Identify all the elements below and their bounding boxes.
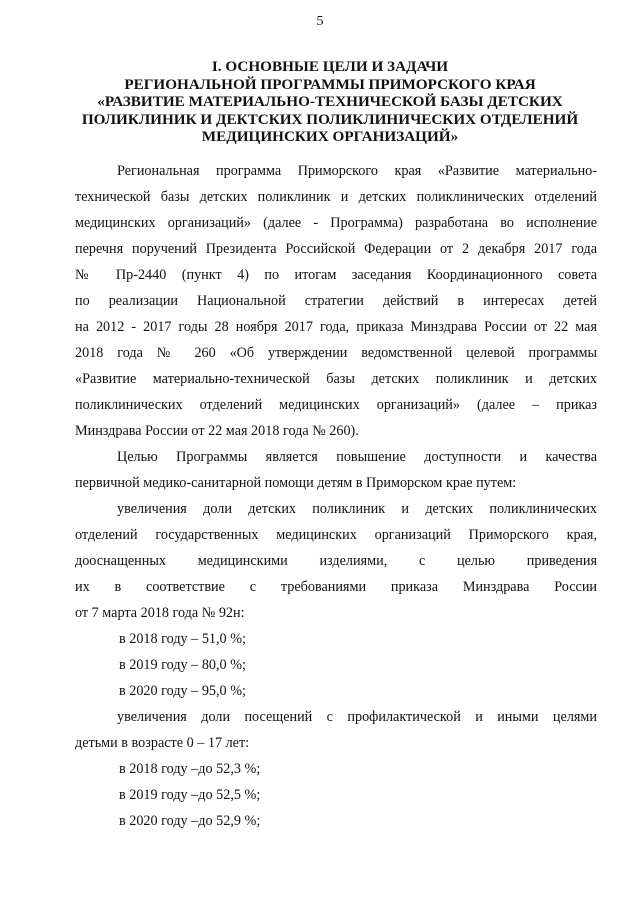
list-item: в 2020 году –до 52,9 %; <box>119 813 261 829</box>
list-item: в 2019 году – 80,0 %; <box>119 657 246 673</box>
paragraph-line: дооснащенных медицинскими изделиями, с целью приведения <box>75 553 597 569</box>
heading-line: РЕГИОНАЛЬНОЙ ПРОГРАММЫ ПРИМОРСКОГО КРАЯ <box>124 75 536 93</box>
paragraph-line: по реализации Национальной стратегии действий в интересах детей <box>75 293 597 309</box>
paragraph-line: перечня поручений Президента Российской Федерации от 2 декабря 2017 года <box>75 241 597 257</box>
paragraph-line: их в соответствие с требованиями приказа Минздрава России <box>75 579 597 595</box>
paragraph-line: Минздрава России от 22 мая 2018 года № 260). <box>75 423 359 439</box>
paragraph-line: увеличения доли посещений с профилактической и иными целями <box>117 709 597 725</box>
list-item: в 2018 году –до 52,3 %; <box>119 761 261 777</box>
paragraph-line: поликлинических отделений медицинских организаций» (далее – приказ <box>75 397 597 413</box>
paragraph-line: от 7 марта 2018 года № 92н: <box>75 605 245 621</box>
section-heading <box>66 58 594 146</box>
paragraph-line: 2018 года № 260 «Об утверждении ведомственной целевой программы <box>75 345 597 361</box>
heading-line: МЕДИЦИНСКИХ ОРГАНИЗАЦИЙ» <box>201 128 459 145</box>
paragraph-line: увеличения доли детских поликлиник и детских поликлинических <box>117 501 597 517</box>
paragraph-line: медицинских организаций» (далее - Программа) разработана во исполнение <box>75 215 597 231</box>
paragraph-line: отделений государственных медицинских организаций Приморского края, <box>75 527 597 543</box>
list-item: в 2018 году – 51,0 %; <box>119 631 246 647</box>
paragraph-line: № Пр-2440 (пункт 4) по итогам заседания Координационного совета <box>75 267 597 283</box>
page-number: 5 <box>316 14 324 29</box>
heading-line: «РАЗВИТИЕ МАТЕРИАЛЬНО-ТЕХНИЧЕСКОЙ БАЗЫ ДЕТСКИХ <box>97 93 563 110</box>
body-text <box>75 158 597 834</box>
paragraph-line: на 2012 - 2017 годы 28 ноября 2017 года, приказа Минздрава России от 22 мая <box>75 319 597 335</box>
paragraph-line: Целью Программы является повышение доступности и качества <box>117 449 597 465</box>
paragraph-line: технической базы детских поликлиник и детских поликлинических отделений <box>75 189 597 205</box>
list-item: в 2019 году –до 52,5 %; <box>119 787 261 803</box>
list-item: в 2020 году – 95,0 %; <box>119 683 246 699</box>
paragraph-line: первичной медико-санитарной помощи детям в Приморском крае путем: <box>75 475 517 491</box>
heading-line: I. ОСНОВНЫЕ ЦЕЛИ И ЗАДАЧИ <box>211 58 449 75</box>
heading-line: ПОЛИКЛИНИК И ДЕКТСКИХ ПОЛИКЛИНИЧЕСКИХ ОТДЕЛЕНИЙ <box>81 110 579 128</box>
paragraph-line: детьми в возрасте 0 – 17 лет: <box>75 735 250 751</box>
paragraph-line: Региональная программа Приморского края «Развитие материально- <box>117 163 597 179</box>
paragraph-line: «Развитие материально-технической базы детских поликлиник и детских <box>75 371 597 387</box>
